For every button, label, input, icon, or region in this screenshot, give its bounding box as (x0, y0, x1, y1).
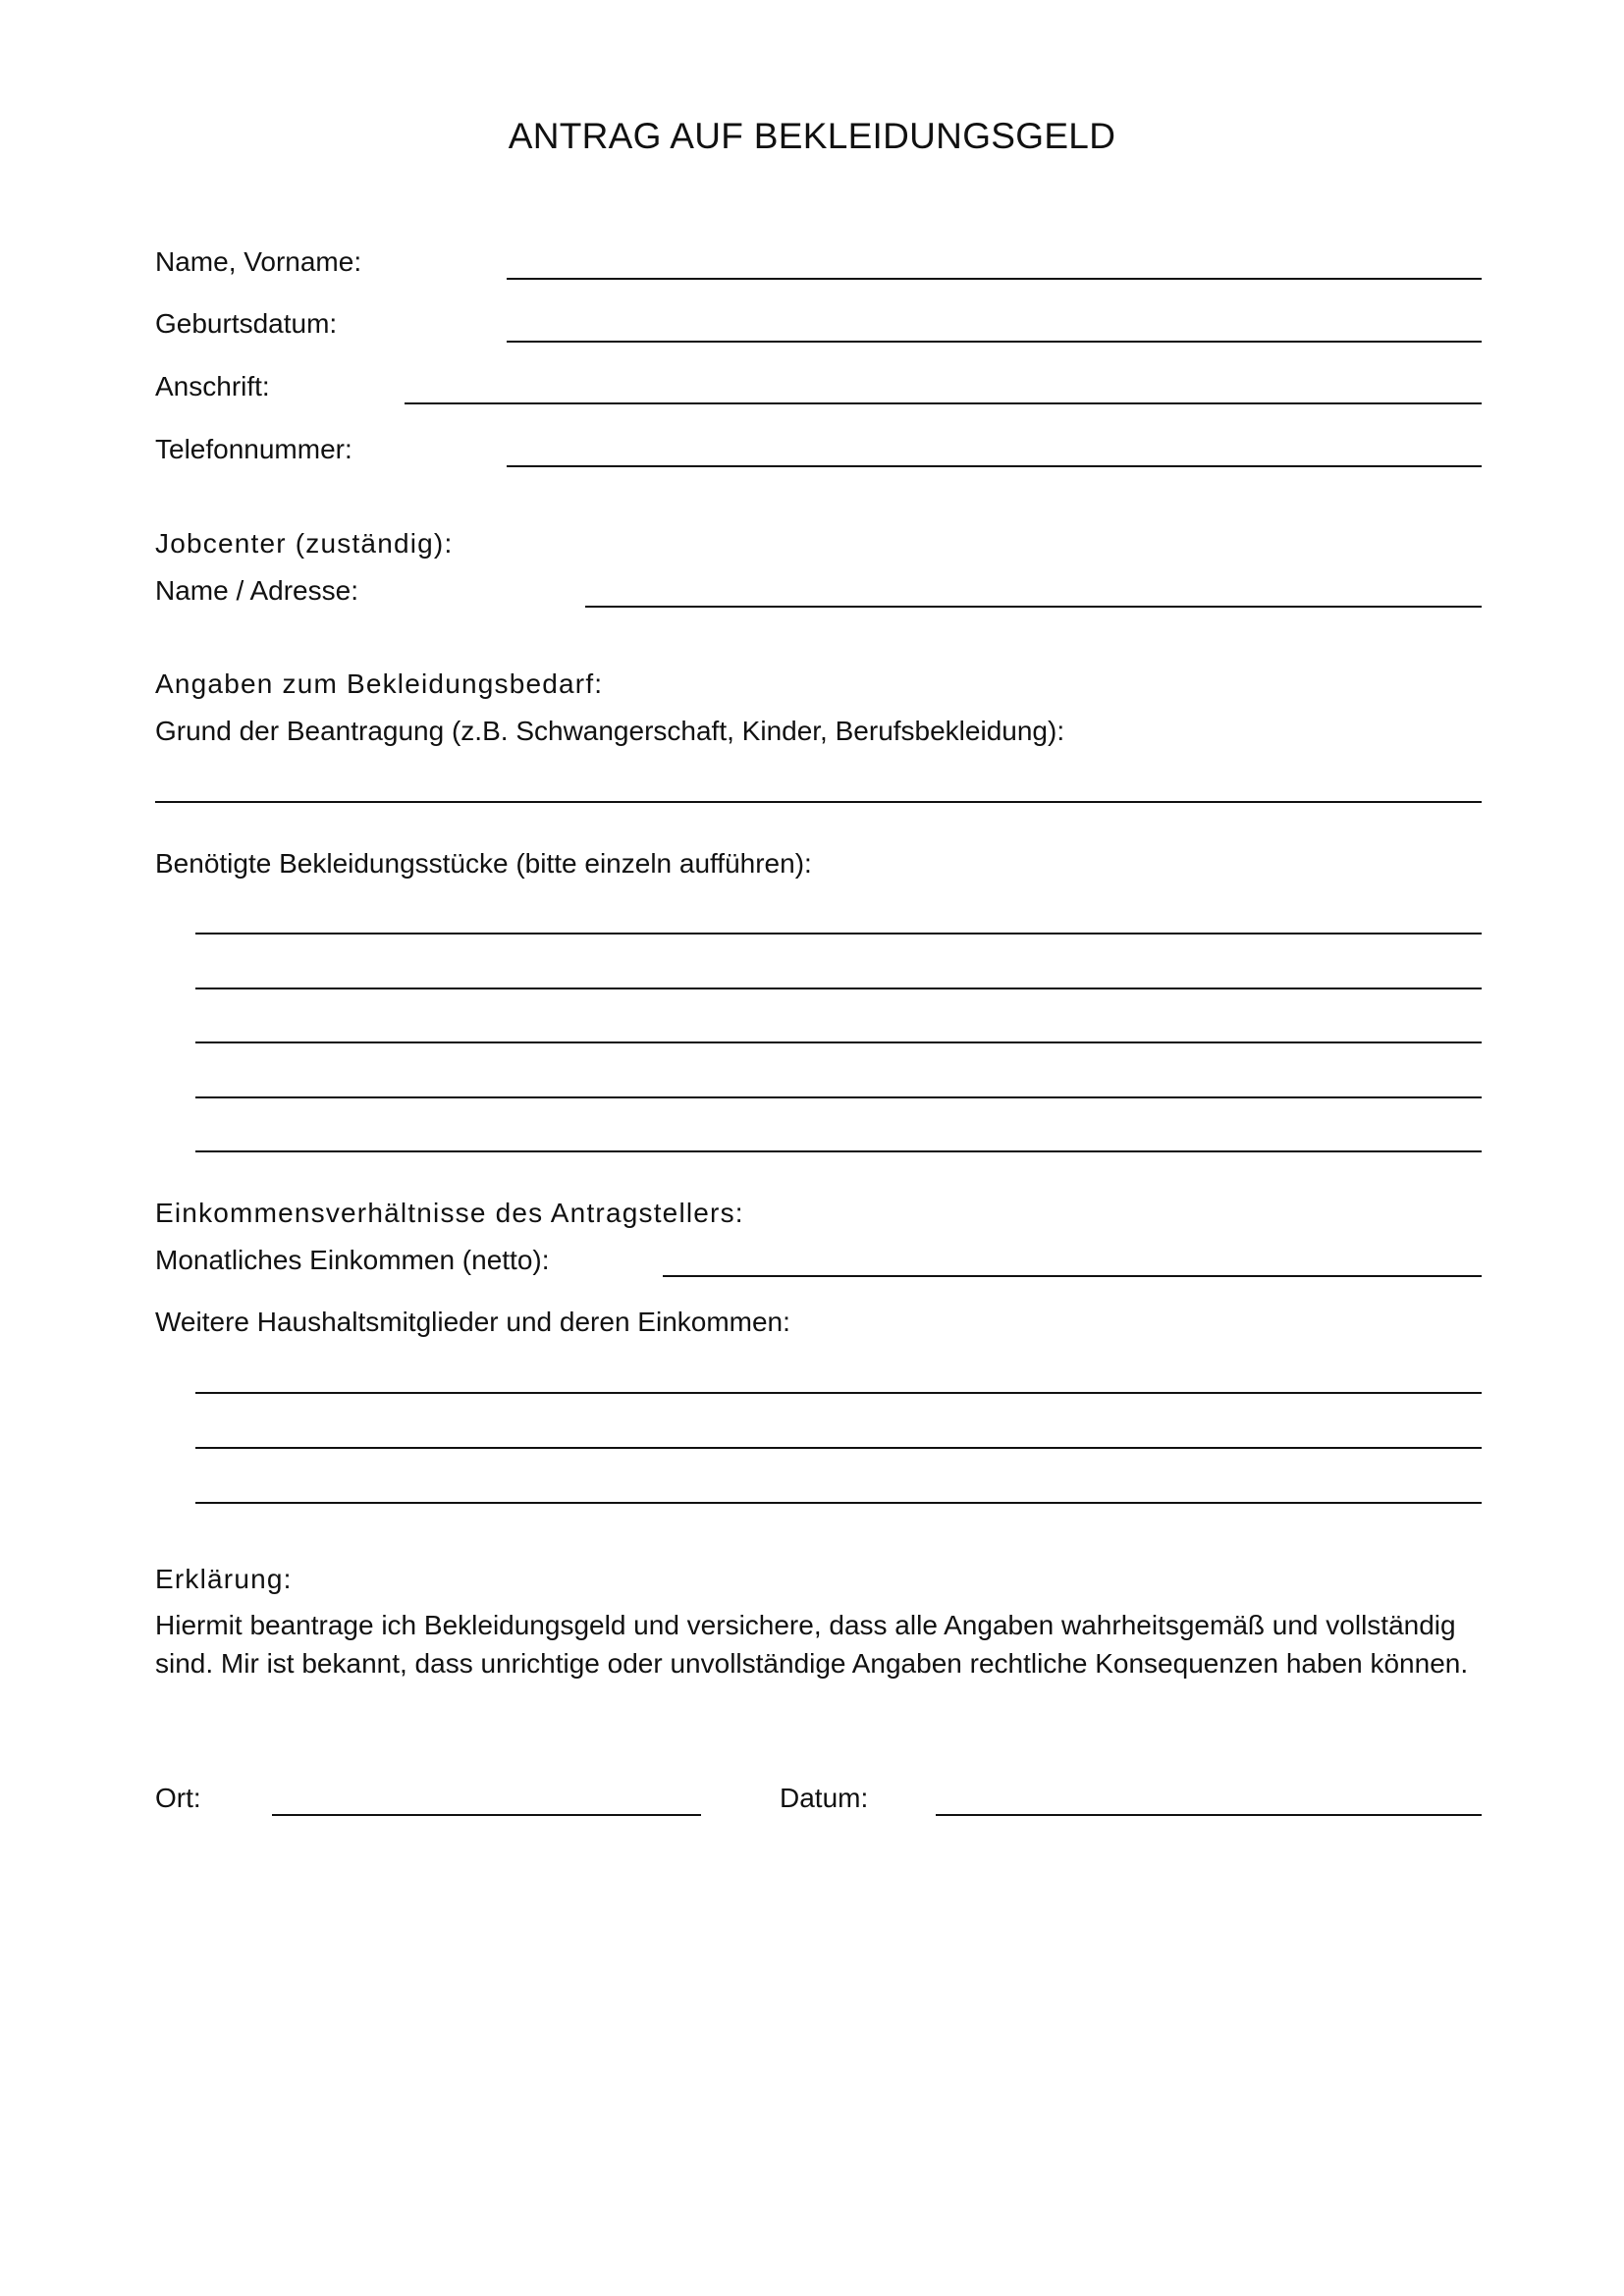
income-heading: Einkommensverhältnisse des Antragstellers: (155, 1198, 744, 1228)
clothing-item-line[interactable] (195, 1041, 1482, 1043)
birthdate-label: Geburtsdatum: (155, 308, 338, 339)
clothing-need-heading: Angaben zum Bekleidungsbedarf: (155, 668, 604, 699)
jobcenter-name-address-field[interactable] (585, 606, 1482, 608)
household-line[interactable] (195, 1447, 1482, 1449)
clothing-item-line[interactable] (195, 933, 1482, 934)
monthly-income-label: Monatliches Einkommen (netto): (155, 1245, 550, 1275)
phone-label: Telefonnummer: (155, 434, 352, 464)
address-label: Anschrift: (155, 371, 270, 401)
place-label: Ort: (155, 1783, 201, 1813)
household-line[interactable] (195, 1502, 1482, 1504)
clothing-item-line[interactable] (195, 1096, 1482, 1098)
birthdate-field[interactable] (507, 341, 1482, 343)
clothing-items-label: Benötigte Bekleidungsstücke (bitte einzeln aufführen): (155, 848, 812, 879)
household-label: Weitere Haushaltsmitglieder und deren Einkommen: (155, 1307, 790, 1337)
reason-field[interactable] (155, 801, 1482, 803)
place-field[interactable] (272, 1814, 701, 1816)
jobcenter-heading: Jobcenter (zuständig): (155, 528, 454, 559)
phone-field[interactable] (507, 465, 1482, 467)
jobcenter-name-address-label: Name / Adresse: (155, 575, 358, 606)
monthly-income-field[interactable] (663, 1275, 1482, 1277)
clothing-item-line[interactable] (195, 1150, 1482, 1152)
address-field[interactable] (405, 402, 1482, 404)
declaration-text: Hiermit beantrage ich Bekleidungsgeld und versichere, dass alle Angaben wahrheitsgemäß und vollständig sind. Mir ist bekannt, dass unrichtige oder unvollständige Angaben rechtliche Konsequenzen haben können. (155, 1610, 1469, 1679)
clothing-item-line[interactable] (195, 988, 1482, 989)
date-label: Datum: (780, 1783, 869, 1813)
household-line[interactable] (195, 1392, 1482, 1394)
declaration-heading: Erklärung: (155, 1564, 293, 1594)
reason-label: Grund der Beantragung (z.B. Schwangerschaft, Kinder, Berufsbekleidung): (155, 716, 1065, 746)
page-title: ANTRAG AUF BEKLEIDUNGSGELD (508, 116, 1116, 156)
date-field[interactable] (936, 1814, 1482, 1816)
name-field[interactable] (507, 278, 1482, 280)
name-label: Name, Vorname: (155, 246, 362, 277)
